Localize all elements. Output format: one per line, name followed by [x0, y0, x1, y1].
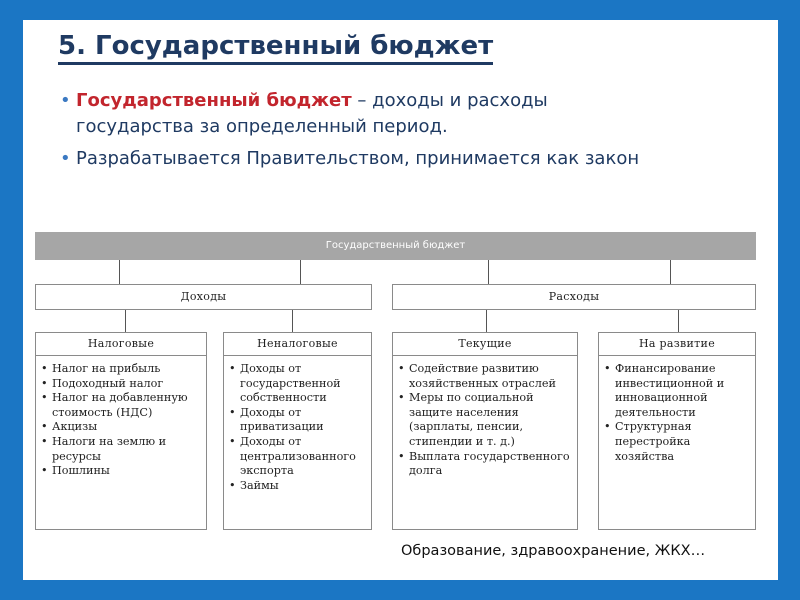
list-item: • Доходы от централизованного экспорта [240, 435, 367, 479]
list-item: • Доходы от государственной собственности [240, 362, 367, 406]
list-item: • Содействие развитию хозяйственных отраслей [409, 362, 573, 391]
connector [678, 310, 679, 332]
bullet-icon: • [60, 90, 71, 111]
list-item: • Выплата государственного долга [409, 450, 573, 479]
connector [488, 260, 489, 284]
connector [486, 310, 487, 332]
development-expenses-box [598, 332, 756, 530]
list-item: • Финансирование инвестиционной и инновационной деятельности [615, 362, 751, 420]
tax-income-list [36, 356, 206, 479]
list-item: • Пошлины [52, 464, 202, 479]
bullet-item-adoption [60, 146, 660, 172]
list-item: • Налог на добавленную стоимость (НДС) [52, 391, 202, 420]
list-item: • Структурная перестройка хозяйства [615, 420, 751, 464]
nontax-income-header: Неналоговые [224, 333, 371, 356]
connector [670, 260, 671, 284]
list-item: • Налог на прибыль [52, 362, 202, 377]
income-box: Доходы [35, 284, 372, 310]
expenses-box: Расходы [392, 284, 756, 310]
development-expenses-list [599, 356, 755, 464]
current-expenses-header: Текущие [393, 333, 577, 356]
tax-income-header: Налоговые [36, 333, 206, 356]
bullet-text: – доходы и расходы государства за определенный период. [76, 90, 548, 137]
list-item: • Доходы от приватизации [240, 406, 367, 435]
connector [119, 260, 120, 284]
connector [300, 260, 301, 284]
bullet-icon: • [60, 148, 71, 169]
list-item: • Меры по социальной защите населения (зарплаты, пенсии, стипендии и т. д.) [409, 391, 573, 449]
list-item: • Налоги на землю и ресурсы [52, 435, 202, 464]
tax-income-box [35, 332, 207, 530]
current-expenses-list [393, 356, 577, 479]
current-expenses-box [392, 332, 578, 530]
nontax-income-box [223, 332, 372, 530]
slide-title: 5. Государственный бюджет [58, 30, 493, 65]
diagram-root-budget: Государственный бюджет [35, 232, 756, 260]
bullet-item-definition [60, 88, 660, 140]
nontax-income-list [224, 356, 371, 493]
connector [125, 310, 126, 332]
list-item: • Подоходный налог [52, 377, 202, 392]
development-expenses-header: На развитие [599, 333, 755, 356]
connector [292, 310, 293, 332]
bullet-list [60, 88, 660, 178]
expenses-note: Образование, здравоохранение, ЖКХ… [401, 543, 706, 559]
list-item: • Займы [240, 479, 367, 494]
bullet-text: Разрабатывается Правительством, принимается как закон [76, 148, 640, 169]
bullet-term: Государственный бюджет [76, 90, 352, 111]
list-item: • Акцизы [52, 420, 202, 435]
